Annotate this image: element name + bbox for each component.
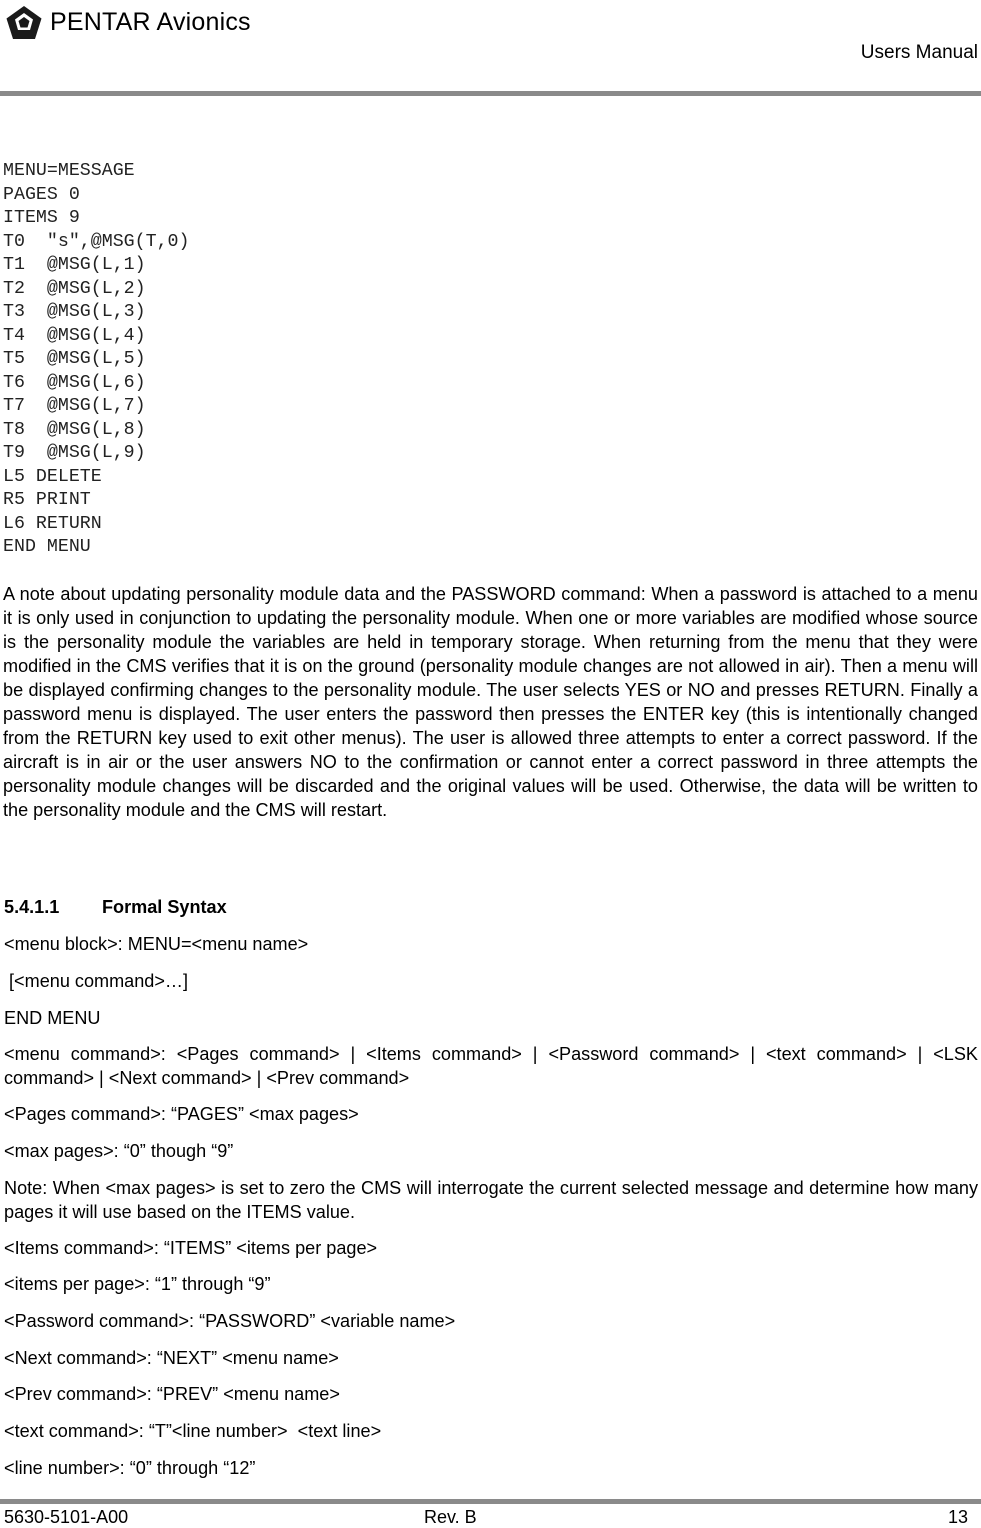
code-line: T1 @MSG(L,1): [3, 255, 146, 275]
syntax-rule: <menu command>: <Pages command> | <Items command> | <Password command> | <text command> | <LSK command> | <Next command> | <Prev command>: [4, 1044, 978, 1088]
section-number: 5.4.1.1: [4, 897, 60, 917]
syntax-rule: <Pages command>: “PAGES” <max pages>: [4, 1104, 359, 1124]
syntax-rule: <max pages>: “0” though “9”: [4, 1141, 234, 1161]
code-line: END MENU: [3, 537, 91, 557]
code-line: T0 "s",@MSG(T,0): [3, 231, 190, 252]
page-number: 13: [947, 1507, 968, 1527]
code-line: T9 @MSG(L,9): [3, 443, 146, 463]
section-title: Formal Syntax: [102, 897, 227, 917]
code-line: T5 @MSG(L,5): [3, 349, 146, 369]
code-line: T7 @MSG(L,7): [3, 396, 146, 416]
document-number: 5630-5101-A00: [4, 1507, 129, 1527]
pentar-logo-icon: [4, 4, 44, 44]
code-line: L5 DELETE: [3, 466, 102, 487]
syntax-rule: <Next command>: “NEXT” <menu name>: [4, 1348, 339, 1368]
syntax-note: Note: When <max pages> is set to zero the CMS will interrogate the current selected message and determine how many pages it will use based on the ITEMS value.: [4, 1178, 978, 1222]
code-line: T6 @MSG(L,6): [3, 372, 146, 393]
syntax-rule: <Password command>: “PASSWORD” <variable name>: [4, 1311, 456, 1331]
revision-label: Rev. B: [424, 1507, 477, 1527]
code-line: T2 @MSG(L,2): [3, 278, 146, 299]
document-type: Users Manual: [860, 42, 978, 63]
code-line: R5 PRINT: [3, 490, 91, 510]
password-note-paragraph: A note about updating personality module data and the PASSWORD command: When a password is attached to a menu it is only used in conjunction to updating the personality module. When one or more variables are modified whose source is the personality module the variables are held in temporary storage. When returning from the menu that they were modified in the CMS verifies that it is on the ground (personality module changes are not allowed in air). Then a menu will be displayed confirming changes to the personality module. The user selects YES or NO and presses RETURN. Finally a password menu is displayed. The user enters the password then presses the ENTER key (this is intentionally changed from the RETURN key used to exit other menus). The user is allowed three attempts to enter a correct password. If the aircraft is in air or the user answers NO to the confirmation or cannot enter a correct password in three attempts the personality module changes will be discarded and the original values will be used. Otherwise, the data will be written to the personality module and the CMS will restart.: [3, 584, 978, 820]
menu-code-example: [3, 160, 190, 560]
code-line: MENU=MESSAGE: [3, 161, 135, 181]
syntax-rule: <items per page>: “1” through “9”: [4, 1274, 271, 1294]
section-heading: [4, 897, 227, 918]
page-header: [0, 0, 981, 100]
code-line: L6 RETURN: [3, 513, 102, 534]
syntax-rule: [<menu command>…]: [4, 971, 189, 991]
syntax-rule: <Items command>: “ITEMS” <items per page>: [4, 1238, 378, 1258]
code-line: PAGES 0: [3, 184, 80, 205]
header-divider: [0, 91, 981, 96]
footer-divider: [0, 1499, 981, 1504]
syntax-rule: END MENU: [4, 1008, 101, 1028]
syntax-rule: <line number>: “0” through “12”: [4, 1458, 256, 1478]
code-line: T8 @MSG(L,8): [3, 419, 146, 440]
code-line: T3 @MSG(L,3): [3, 302, 146, 322]
syntax-rule: <text command>: “T”<line number> <text line>: [4, 1421, 382, 1441]
syntax-rule: <menu block>: MENU=<menu name>: [4, 934, 309, 954]
brand-name: PENTAR Avionics: [50, 8, 251, 36]
syntax-rule: <Prev command>: “PREV” <menu name>: [4, 1384, 340, 1404]
code-line: ITEMS 9: [3, 208, 80, 228]
code-line: T4 @MSG(L,4): [3, 325, 146, 346]
